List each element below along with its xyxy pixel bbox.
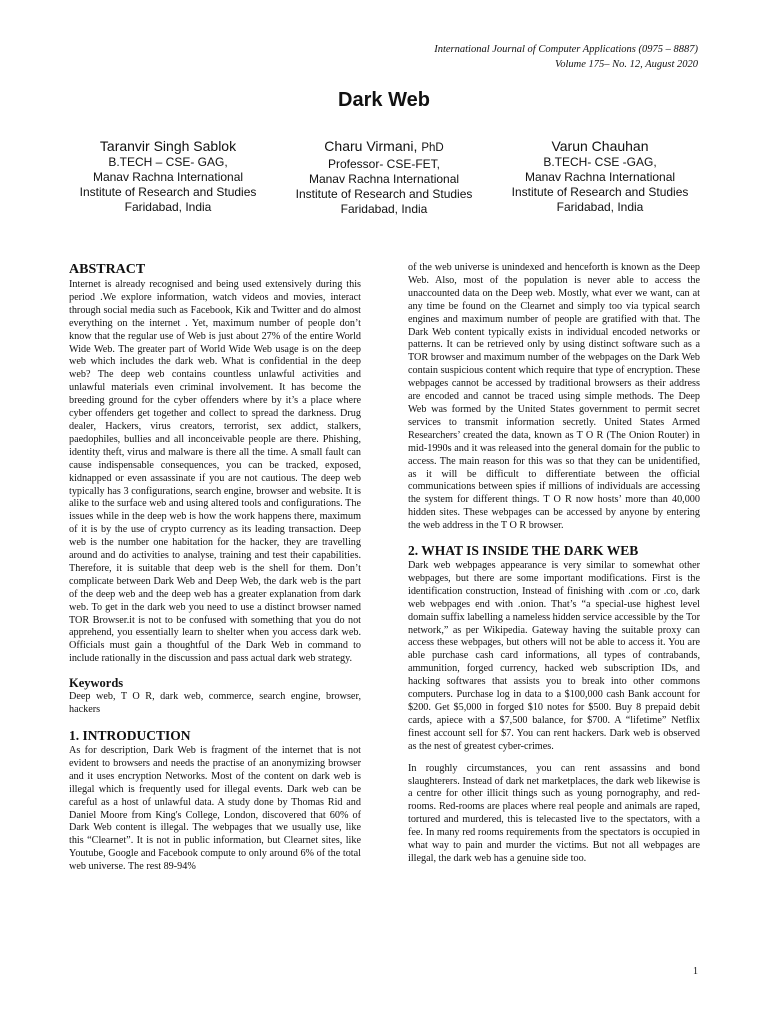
abstract-heading: ABSTRACT bbox=[69, 262, 146, 277]
author-institute: Institute of Research and Studies bbox=[511, 185, 689, 199]
author-name: Charu Virmani, bbox=[324, 138, 418, 154]
author-org: Manav Rachna International bbox=[308, 172, 460, 186]
author-degree: PhD bbox=[421, 142, 444, 154]
author-block-3 bbox=[490, 138, 710, 215]
author-institute: Institute of Research and Studies bbox=[79, 185, 257, 199]
journal-header bbox=[278, 42, 698, 72]
section-2-paragraph: Dark web webpages appearance is very similar to somewhat other webpages, but there are some important modifications. First is the identification construction, Instead of finishing with .com or .co, dark web webpages end with .onion. That’s “a special-use highest level domain suffix labelling a nameless hidden service accessible by the Tor network,” as per Wikipedia. Gateway having the suitable proxy can access these webpages, but others will not be able to access it. You are able purchase cash card informations, all types of contrabands, ammunition, forged currency, hacked web subscription IDs, and hacking softwares that assists you to break into other commons computers. Purchase log in data to a $100,000 cash Bank account for $200. Get $5,000 in forged $10 notes for $500. Buy 8 prepaid debit cards, apiece with a $7,500 balance, for $700. A “lifetime” Netflix finest account sell for $7. You can rent hackers. Dark web is observed as the nest of greatest cyber-crimes. bbox=[408, 560, 700, 752]
author-block-2 bbox=[274, 138, 494, 217]
author-role: Professor- CSE-FET, bbox=[327, 157, 441, 171]
author-block-1 bbox=[58, 138, 278, 215]
author-org: Manav Rachna International bbox=[92, 170, 244, 184]
author-city: Faridabad, India bbox=[124, 200, 212, 214]
introduction-text: As for description, Dark Web is fragment of the internet that is not evident to browsers and needs the practise of an anonymizing browser and it uses encryption Networks. Most of the content on dark web is illegal which is frequently used for illegal events. Dark web can be careful as a host of unlawful data. A study done by Thomas Rid and Daniel Moore from King's College, London, discovered that 60% of Dark Web content is illegal. The webpages that we usually use, like this “Clearnet”. It is not in public information, but Clearnet sites, like Youtube, Google and Facebook compute to only around 6% of the total web universe. The rest 89-94% bbox=[69, 745, 361, 873]
author-role: B.TECH – CSE- GAG, bbox=[108, 155, 228, 169]
section-2-heading: 2. WHAT IS INSIDE THE DARK WEB bbox=[408, 543, 639, 559]
author-org: Manav Rachna International bbox=[524, 170, 676, 184]
left-column bbox=[69, 262, 361, 874]
author-name: Taranvir Singh Sablok bbox=[99, 138, 237, 154]
journal-volume: Volume 175– No. 12, August 2020 bbox=[554, 59, 698, 70]
author-institute: Institute of Research and Studies bbox=[295, 187, 473, 201]
keywords-heading: Keywords bbox=[69, 676, 124, 691]
author-city: Faridabad, India bbox=[340, 202, 428, 216]
introduction-heading: 1. INTRODUCTION bbox=[69, 728, 191, 743]
keywords-text: Deep web, T O R, dark web, commerce, search engine, browser, hackers bbox=[69, 691, 361, 716]
paper-title: Dark Web bbox=[338, 89, 430, 111]
author-role: B.TECH- CSE -GAG, bbox=[543, 155, 657, 169]
author-city: Faridabad, India bbox=[556, 200, 644, 214]
journal-name: International Journal of Computer Applications (0975 – 8887) bbox=[434, 44, 698, 55]
introduction-text-continued: of the web universe is unindexed and henceforth is known as the Deep Web. Also, most of the population is never able to access the unaccounted data on the Deep web. Mostly, what ever we want, can at any time be found on the Clearnet and simply too via typical search engines and maximum number of people are gratified with that. The Dark Web content typically exists in individual encoded networks or patterns. It can be retrieved only by using distinct software such as a TOR browser and maximum number of the webpages on the Dark Web contain suspicious content which require that type of encryption. These webpages cannot be accessed by traditional browsers as their address are encoded and cannot be traced using simple methods. The Deep Web was formed by the United States government to permit secret services to transmit information secretly. United States Armed Researchers’ created the data, known as T O R (The Onion Router) in mid-1990s and it was released into the general domain for the public to access. The main reason for this was so that they can be unidentified, as it will be difficult to differentiate between the official communications between spies if millions of individuals are accessing the system for different things. T O R now hosts’ more than 40,000 hidden sites. These webpages can be accessed by anyone by entering the web address in the T O R browser. bbox=[408, 262, 700, 532]
abstract-text: Internet is already recognised and being used extensively during this period .We explore information, watch videos and movies, interact through social media such as Facebook, Kik and Twitter and do almost everything on the internet . Yet, maximum number of people don’t know that the regular use of Web is just about 27% of the entire World Wide Web. The greater part of World Wide Web usage is on the deep web which includes the dark web. What is confidential in the deep web? The deep web contains countless unlawful activities and unlawful materials even criminal involvement. It has become the breeding ground for the cyber offenders where by it’s a place where cyber offenders get together and collect to spread the darkness. Drug dealer, Hackers, virus creators, terrorist, sex addict, stalkers, paedophiles, bullies and all inconceivable people are there. Phishing, identity theft, virus and malware is there all the time. A small fault can cause indispensable consequences, you can be tracked, exposed, kidnapped or even assassinate if you are not cautious. The deep web typically has 3 configurations, search engine, browser and website. It is alike to the surface web and using altered tools and configurations. The issues while in the deep web is how the work happens there, maximum of it is by the use of crypto currency as its leading transaction. Deep web is the number one habitation for the hacker, they are travelling around and do activities to analyse, training and test their capabilities. Therefore, it is suitable that deep web is the shell for them. Don’t complicate between Dark Web and Deep Web, the dark web is the part of the deep web and the deep web has a greater explanation from dark web. To get in the dark web you need to use a distinct browser named TOR Browser.it is not to be confused with something that you do not apprehend, you essentially learn to shelter when you access dark web. Officials must gain a thoughtful of the Dark Web in command to include rationally in the discussion and pass actual dark web strategy. bbox=[69, 279, 361, 665]
right-column bbox=[408, 262, 700, 866]
section-2-paragraph: In roughly circumstances, you can rent assassins and bond slaughterers. Instead of dark net marketplaces, the dark web likewise is a centre for other illicit things such as young pornography, and red-rooms. Red-rooms are places where real people and animals are raped, tortured and murdered, this is telecasted live to the spectators, with a fee. In many red rooms requirements from the spectators is occupied in what way to pain and murder the victims. But not all webpages are illegal, the dark web has a genuine side too. bbox=[408, 762, 700, 864]
author-name: Varun Chauhan bbox=[551, 138, 649, 154]
page-number: 1 bbox=[693, 966, 698, 977]
